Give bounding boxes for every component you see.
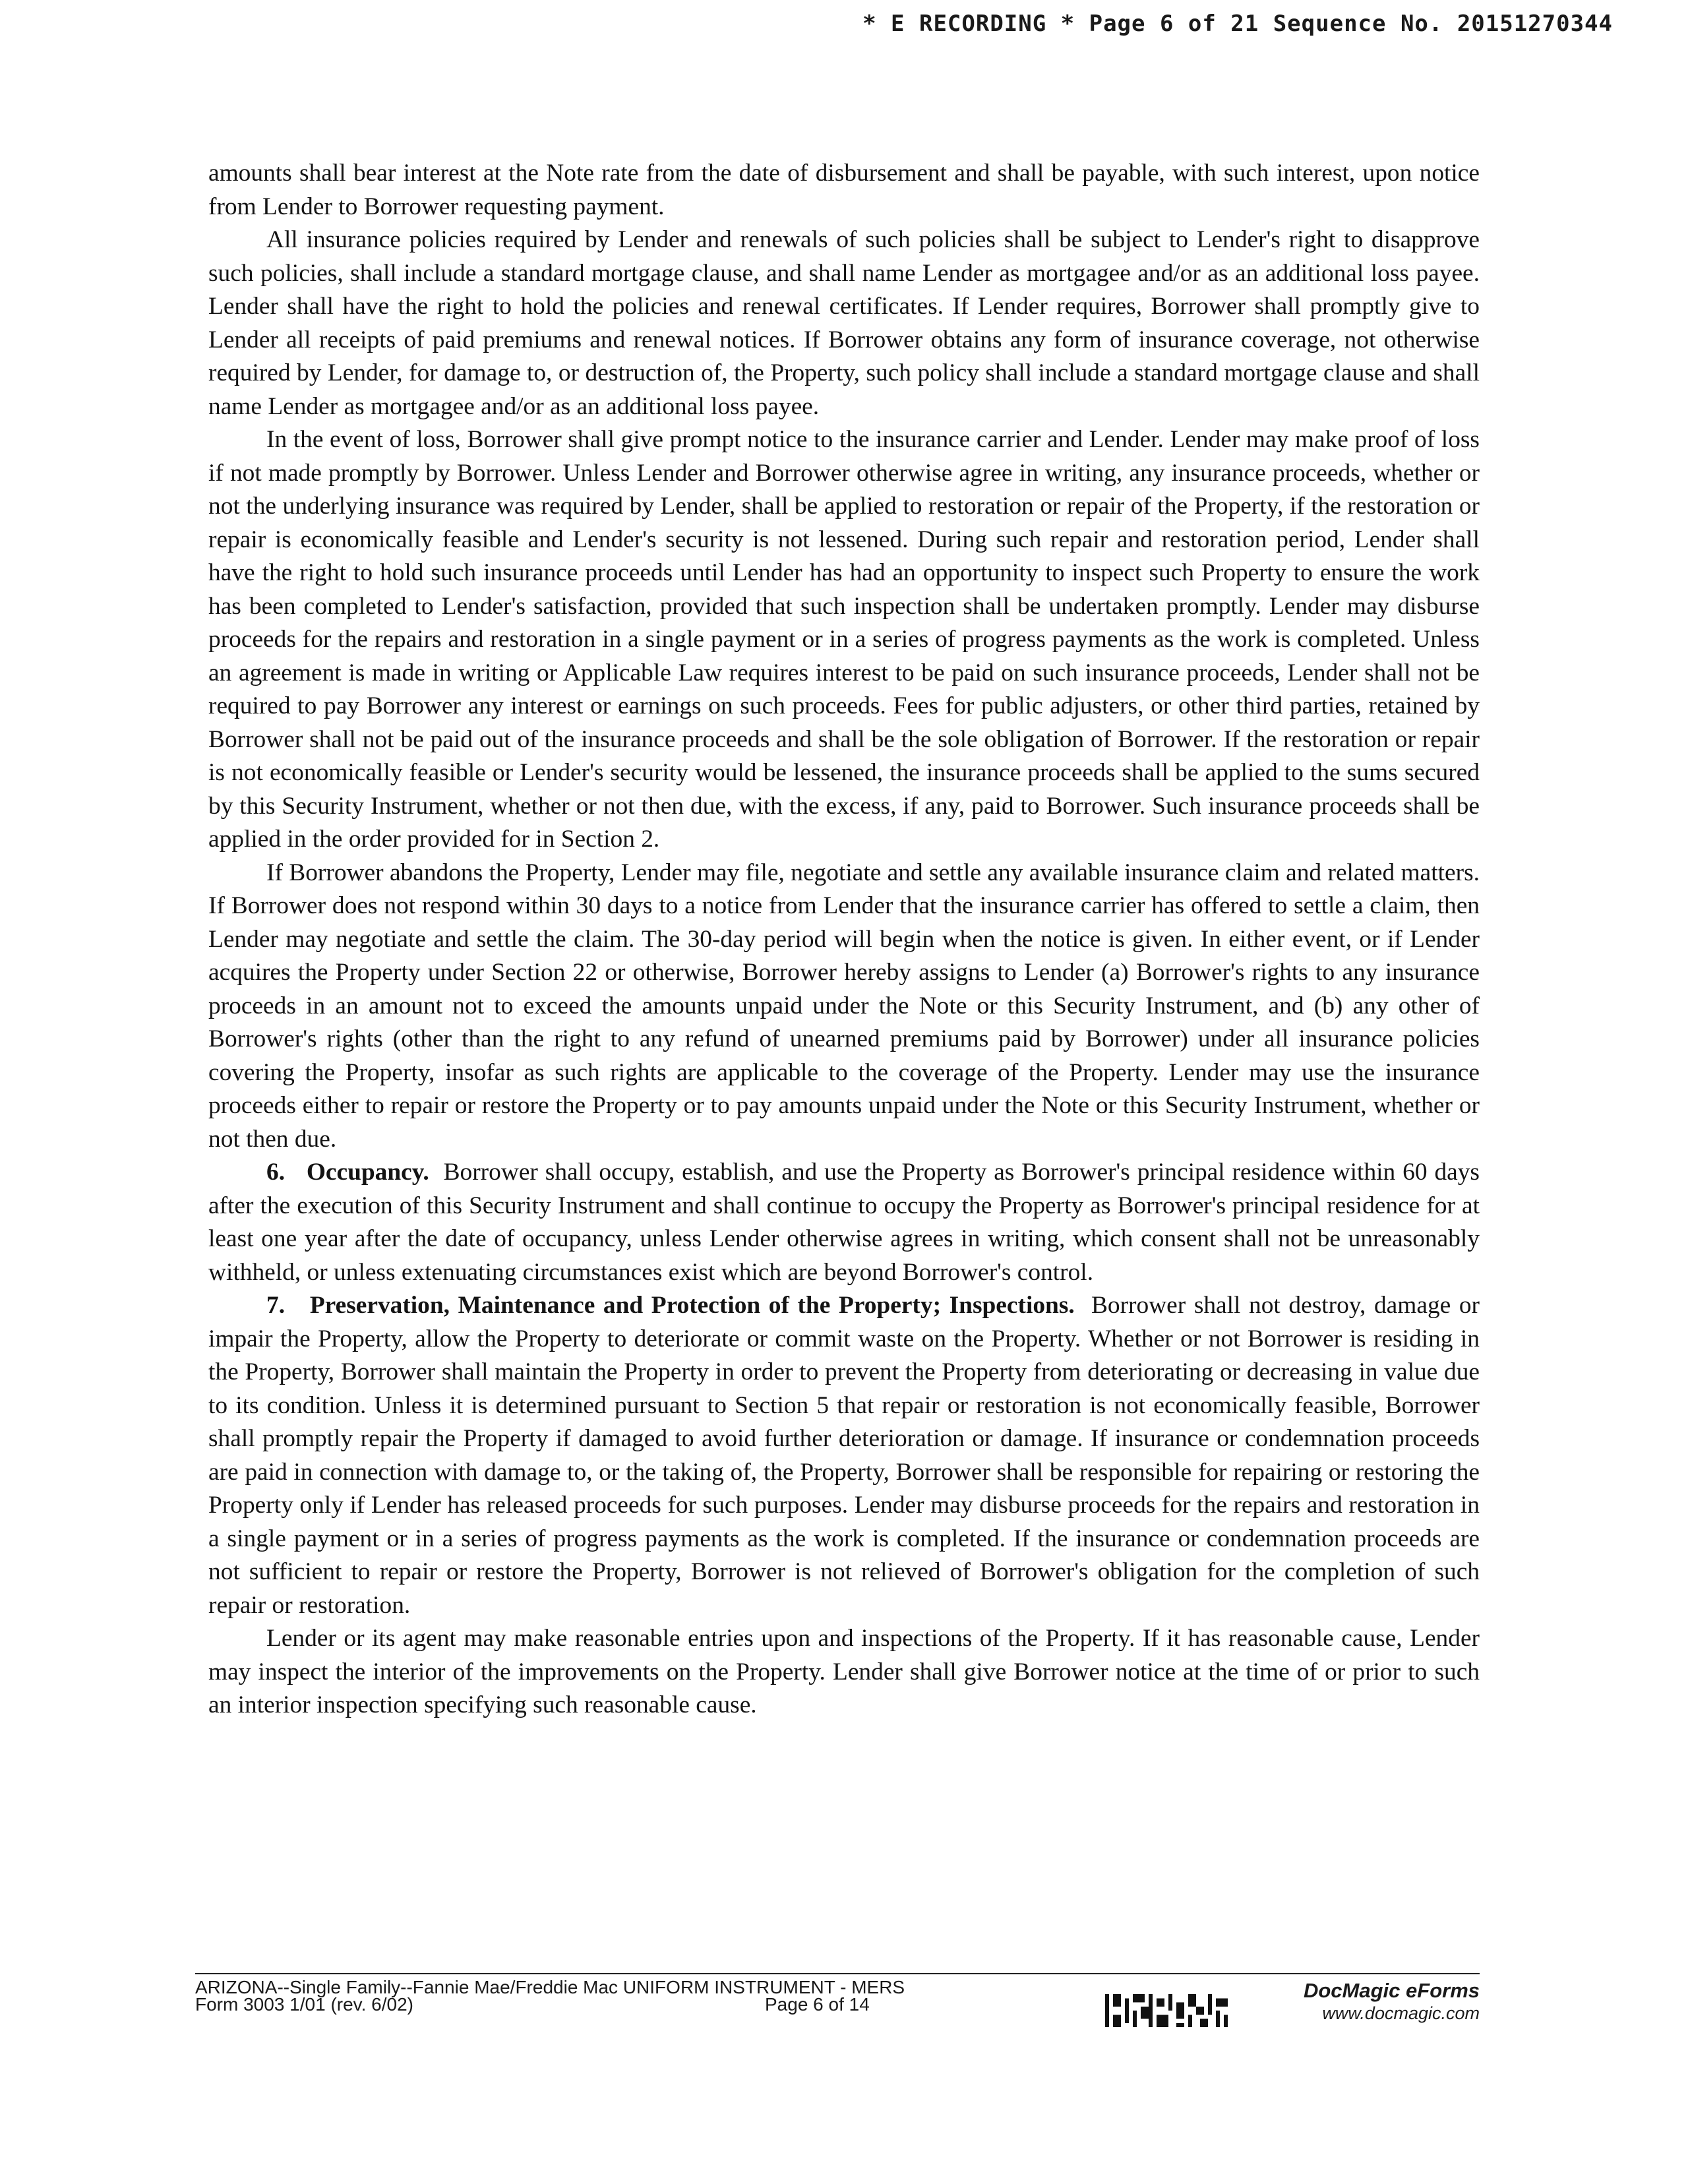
form-footer [195,1973,1480,2023]
paragraph-event-of-loss: In the event of loss, Borrower shall give prompt notice to the insurance carrier and Lender. Lender may make proof of loss if not made promptly by Borrower. Unless Lender and Borrower otherwise agree in writing, any insurance proceeds, whether or not the underlying insurance was required by Lender, shall be applied to restoration or repair of the Property, if the restoration or repair is economically feasible and Lender's security is not lessened. During such repair and restoration period, Lender shall have the right to hold such insurance proceeds until Lender has had an opportunity to inspect such Property to ensure the work has been completed to Lender's satisfaction, provided that such inspection shall be undertaken promptly. Lender may disburse proceeds for the repairs and restoration in a single payment or in a series of progress payments as the work is completed. Unless an agreement is made in writing or Applicable Law requires interest to be paid on such insurance proceeds, Lender shall not be required to pay Borrower any interest or earnings on such proceeds. Fees for public adjusters, or other third parties, retained by Borrower shall not be paid out of the insurance proceeds and shall be the sole obligation of Borrower. If the restoration or repair is not economically feasible or Lender's security would be lessened, the insurance proceeds shall be applied to the sums secured by this Security Instrument, whether or not then due, with the excess, if any, paid to Borrower. Such insurance proceeds shall be applied in the order provided for in Section 2. [208,426,1480,853]
page-number: Page 6 of 14 [765,1994,870,2015]
section-6-number: 6. [266,1159,286,1186]
recording-header: * E RECORDING * Page 6 of 21 Sequence No. 20151270344 [862,11,1613,37]
document-body [208,157,1480,1722]
section-6-heading: Occupancy. [306,1159,429,1186]
brand-name: DocMagic eForms [1303,1979,1480,2002]
form-number: Form 3003 1/01 (rev. 6/02) [195,1994,413,2015]
section-7-heading: Preservation, Maintenance and Protection of the Property; Inspections. [309,1292,1075,1319]
section-6-text: Borrower shall occupy, establish, and use the Property as Borrower's principal residence within 60 days after the execution of this Security Instrument and shall continue to occupy the Property as Borrower's principal residence for at least one year after the date of occupancy, unless Lender otherwise agrees in writing, which consent shall not be unreasonably withheld, or unless extenuating circumstances exist which are beyond Borrower's control. [208,1159,1480,1286]
section-7-preservation [208,1289,1480,1622]
section-7-text: Borrower shall not destroy, damage or impair the Property, allow the Property to deteriorate or commit waste on the Property. Whether or not Borrower is residing in the Property, Borrower shall maintain the Property in order to prevent the Property from deteriorating or decreasing in value due to its condition. Unless it is determined pursuant to Section 5 that repair or restoration is not economically feasible, Borrower shall promptly repair the Property if damaged to avoid further deterioration or damage. If insurance or condemnation proceeds are paid in connection with damage to, or the taking of, the Property, Borrower shall be responsible for repairing or restoring the Property only if Lender has released proceeds for such purposes. Lender may disburse proceeds for the repairs and restoration in a single payment or in a series of progress payments as the work is completed. If the insurance or condemnation proceeds are not sufficient to repair or restore the Property, Borrower is not relieved of Borrower's obligation for the completion of such repair or restoration. [208,1292,1480,1619]
section-7-number: 7. [266,1292,286,1319]
section-6-occupancy [208,1156,1480,1289]
paragraph-abandonment: If Borrower abandons the Property, Lender may file, negotiate and settle any available insurance claim and related matters. If Borrower does not respond within 30 days to a notice from Lender that the insurance carrier has offered to settle a claim, then Lender may negotiate and settle the claim. The 30-day period will begin when the notice is given. In either event, or if Lender acquires the Property under Section 22 or otherwise, Borrower hereby assigns to Lender (a) Borrower's rights to any insurance proceeds in an amount not to exceed the amounts unpaid under the Note or this Security Instrument, and (b) any other of Borrower's rights (other than the right to any refund of unearned premiums paid by Borrower) under all insurance policies covering the Property, insofar as such rights are applicable to the coverage of the Property. Lender may use the insurance proceeds either to repair or restore the Property or to pay amounts unpaid under the Note or this Security Instrument, whether or not then due. [208,859,1480,1153]
barcode-icon [1105,1994,1228,2027]
paragraph-inspections: Lender or its agent may make reasonable entries upon and inspections of the Property. If it has reasonable cause, Lender may inspect the interior of the improvements on the Property. Lender shall give Borrower notice at the time of or prior to such an interior inspection specifying such reasonable cause. [208,1625,1480,1718]
form-title: ARIZONA--Single Family--Fannie Mae/Freddie Mac UNIFORM INSTRUMENT - MERS [195,1977,905,1997]
paragraph-continuation: amounts shall bear interest at the Note rate from the date of disbursement and shall be payable, with such interest, upon notice from Lender to Borrower requesting payment. [208,160,1480,220]
paragraph-insurance-policies: All insurance policies required by Lender and renewals of such policies shall be subject to Lender's right to disapprove such policies, shall include a standard mortgage clause, and shall name Lender as mortgagee and/or as an additional loss payee. Lender shall have the right to hold the policies and renewal certificates. If Lender requires, Borrower shall promptly give to Lender all receipts of paid premiums and renewal notices. If Borrower obtains any form of insurance coverage, not otherwise required by Lender, for damage to, or destruction of, the Property, such policy shall include a standard mortgage clause and shall name Lender as mortgagee and/or as an additional loss payee. [208,226,1480,420]
docmagic-brand [1304,1980,1480,2024]
brand-url: www.docmagic.com [1322,2003,1480,2023]
